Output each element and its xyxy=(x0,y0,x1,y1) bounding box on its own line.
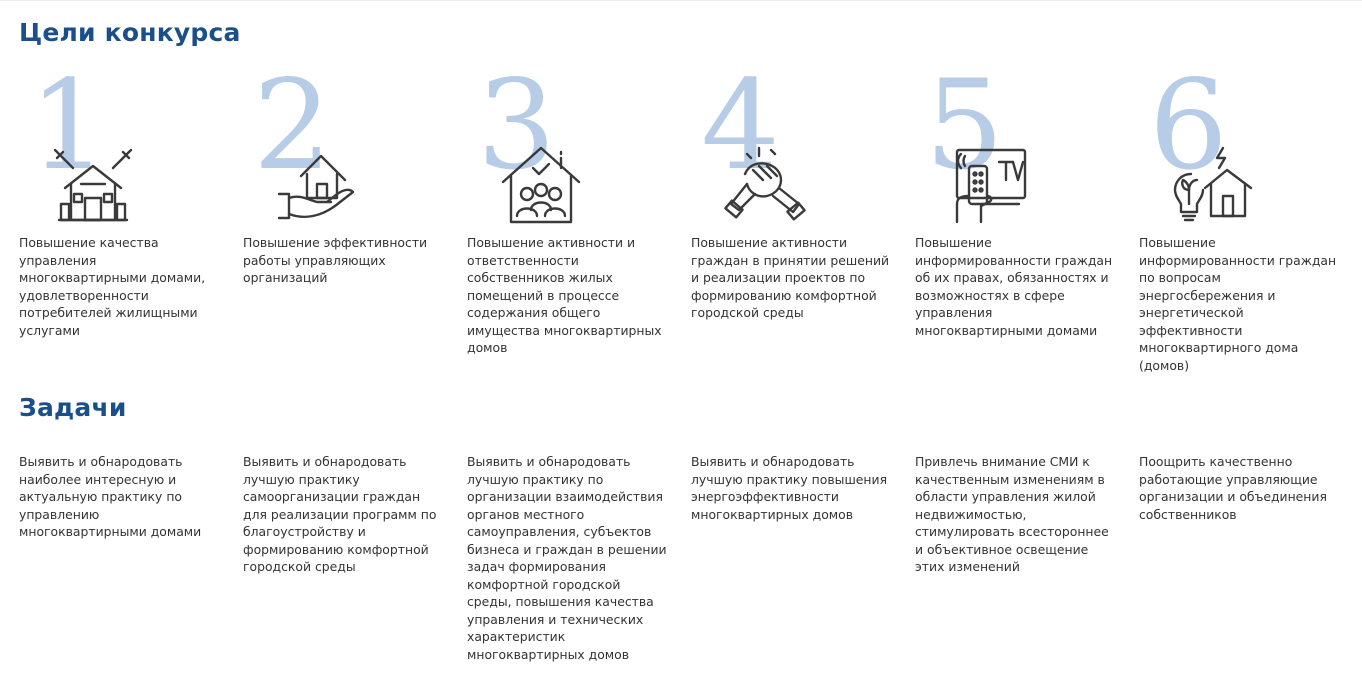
goal-number: 5 xyxy=(925,54,1004,198)
house-tools-icon xyxy=(51,144,135,226)
tasks-heading: Задачи xyxy=(19,393,127,422)
goal-text: Повышение активности граждан в принятии решений и реализации проектов по формированию комфортной городской среды xyxy=(691,235,890,320)
task-item xyxy=(467,453,667,663)
goal-number: 3 xyxy=(477,54,556,198)
goal-number: 2 xyxy=(253,54,332,198)
goals-heading: Цели конкурса xyxy=(19,18,241,47)
goal-text: Повышение эффективности работы управляющих организаций xyxy=(243,235,428,285)
task-text: Выявить и обнародовать лучшую практику повышения энергоэффективности многоквартирных домов xyxy=(691,454,888,522)
house-in-hand-icon xyxy=(275,144,359,226)
goal-number: 1 xyxy=(29,54,108,198)
house-community-icon xyxy=(499,144,583,226)
task-text: Выявить и обнародовать наиболее интересную и актуальную практику по управлению многоквартирными домами xyxy=(19,454,202,539)
task-text: Выявить и обнародовать лучшую практику самоорганизации граждан для реализации программ по благоустройству и формированию комфортной городской среды xyxy=(243,454,437,574)
tasks-list xyxy=(19,453,1359,673)
goal-text: Повышение информированности граждан по вопросам энергосбережения и энергетической эффективности многоквартирного дома (домов) xyxy=(1139,235,1337,373)
tv-remote-icon xyxy=(947,144,1031,226)
goal-item xyxy=(915,54,1115,360)
task-text: Выявить и обнародовать лучшую практику по организации взаимодействия органов местного самоуправления, субъектов бизнеса и граждан в решении задач формирования комфортной городской среды, повышения качества управления и технических характеристик многоквартирных домов xyxy=(467,454,667,662)
task-item xyxy=(243,453,443,576)
task-item xyxy=(691,453,891,523)
goal-item xyxy=(691,54,891,360)
goal-item xyxy=(1139,54,1339,373)
goal-item xyxy=(467,54,667,360)
goals-list xyxy=(19,54,1359,373)
goal-item xyxy=(243,54,443,360)
task-item xyxy=(1139,453,1339,523)
goal-text: Повышение качества управления многоквартирными домами, удовлетворенности потребителей жилищными услугами xyxy=(19,235,206,338)
handshake-icon xyxy=(723,144,807,226)
goal-number: 6 xyxy=(1149,54,1228,198)
task-text: Поощрить качественно работающие управляющие организации и объединения собственников xyxy=(1139,454,1327,522)
top-divider xyxy=(0,0,1362,1)
goal-number: 4 xyxy=(701,54,780,198)
task-item xyxy=(915,453,1115,576)
energy-house-icon xyxy=(1171,144,1255,226)
task-item xyxy=(19,453,219,541)
goal-text: Повышение информированности граждан об их правах, обязанностях и возможностях в сфере управления многоквартирными домами xyxy=(915,235,1113,338)
task-text: Привлечь внимание СМИ к качественным изменениям в области управления жилой недвижимостью, стимулировать всестороннее и объективное освещение этих изменений xyxy=(915,454,1109,574)
goal-text: Повышение активности и ответственности собственников жилых помещений в процессе содержания общего имущества многоквартирных домов xyxy=(467,235,662,355)
goal-item xyxy=(19,54,219,360)
